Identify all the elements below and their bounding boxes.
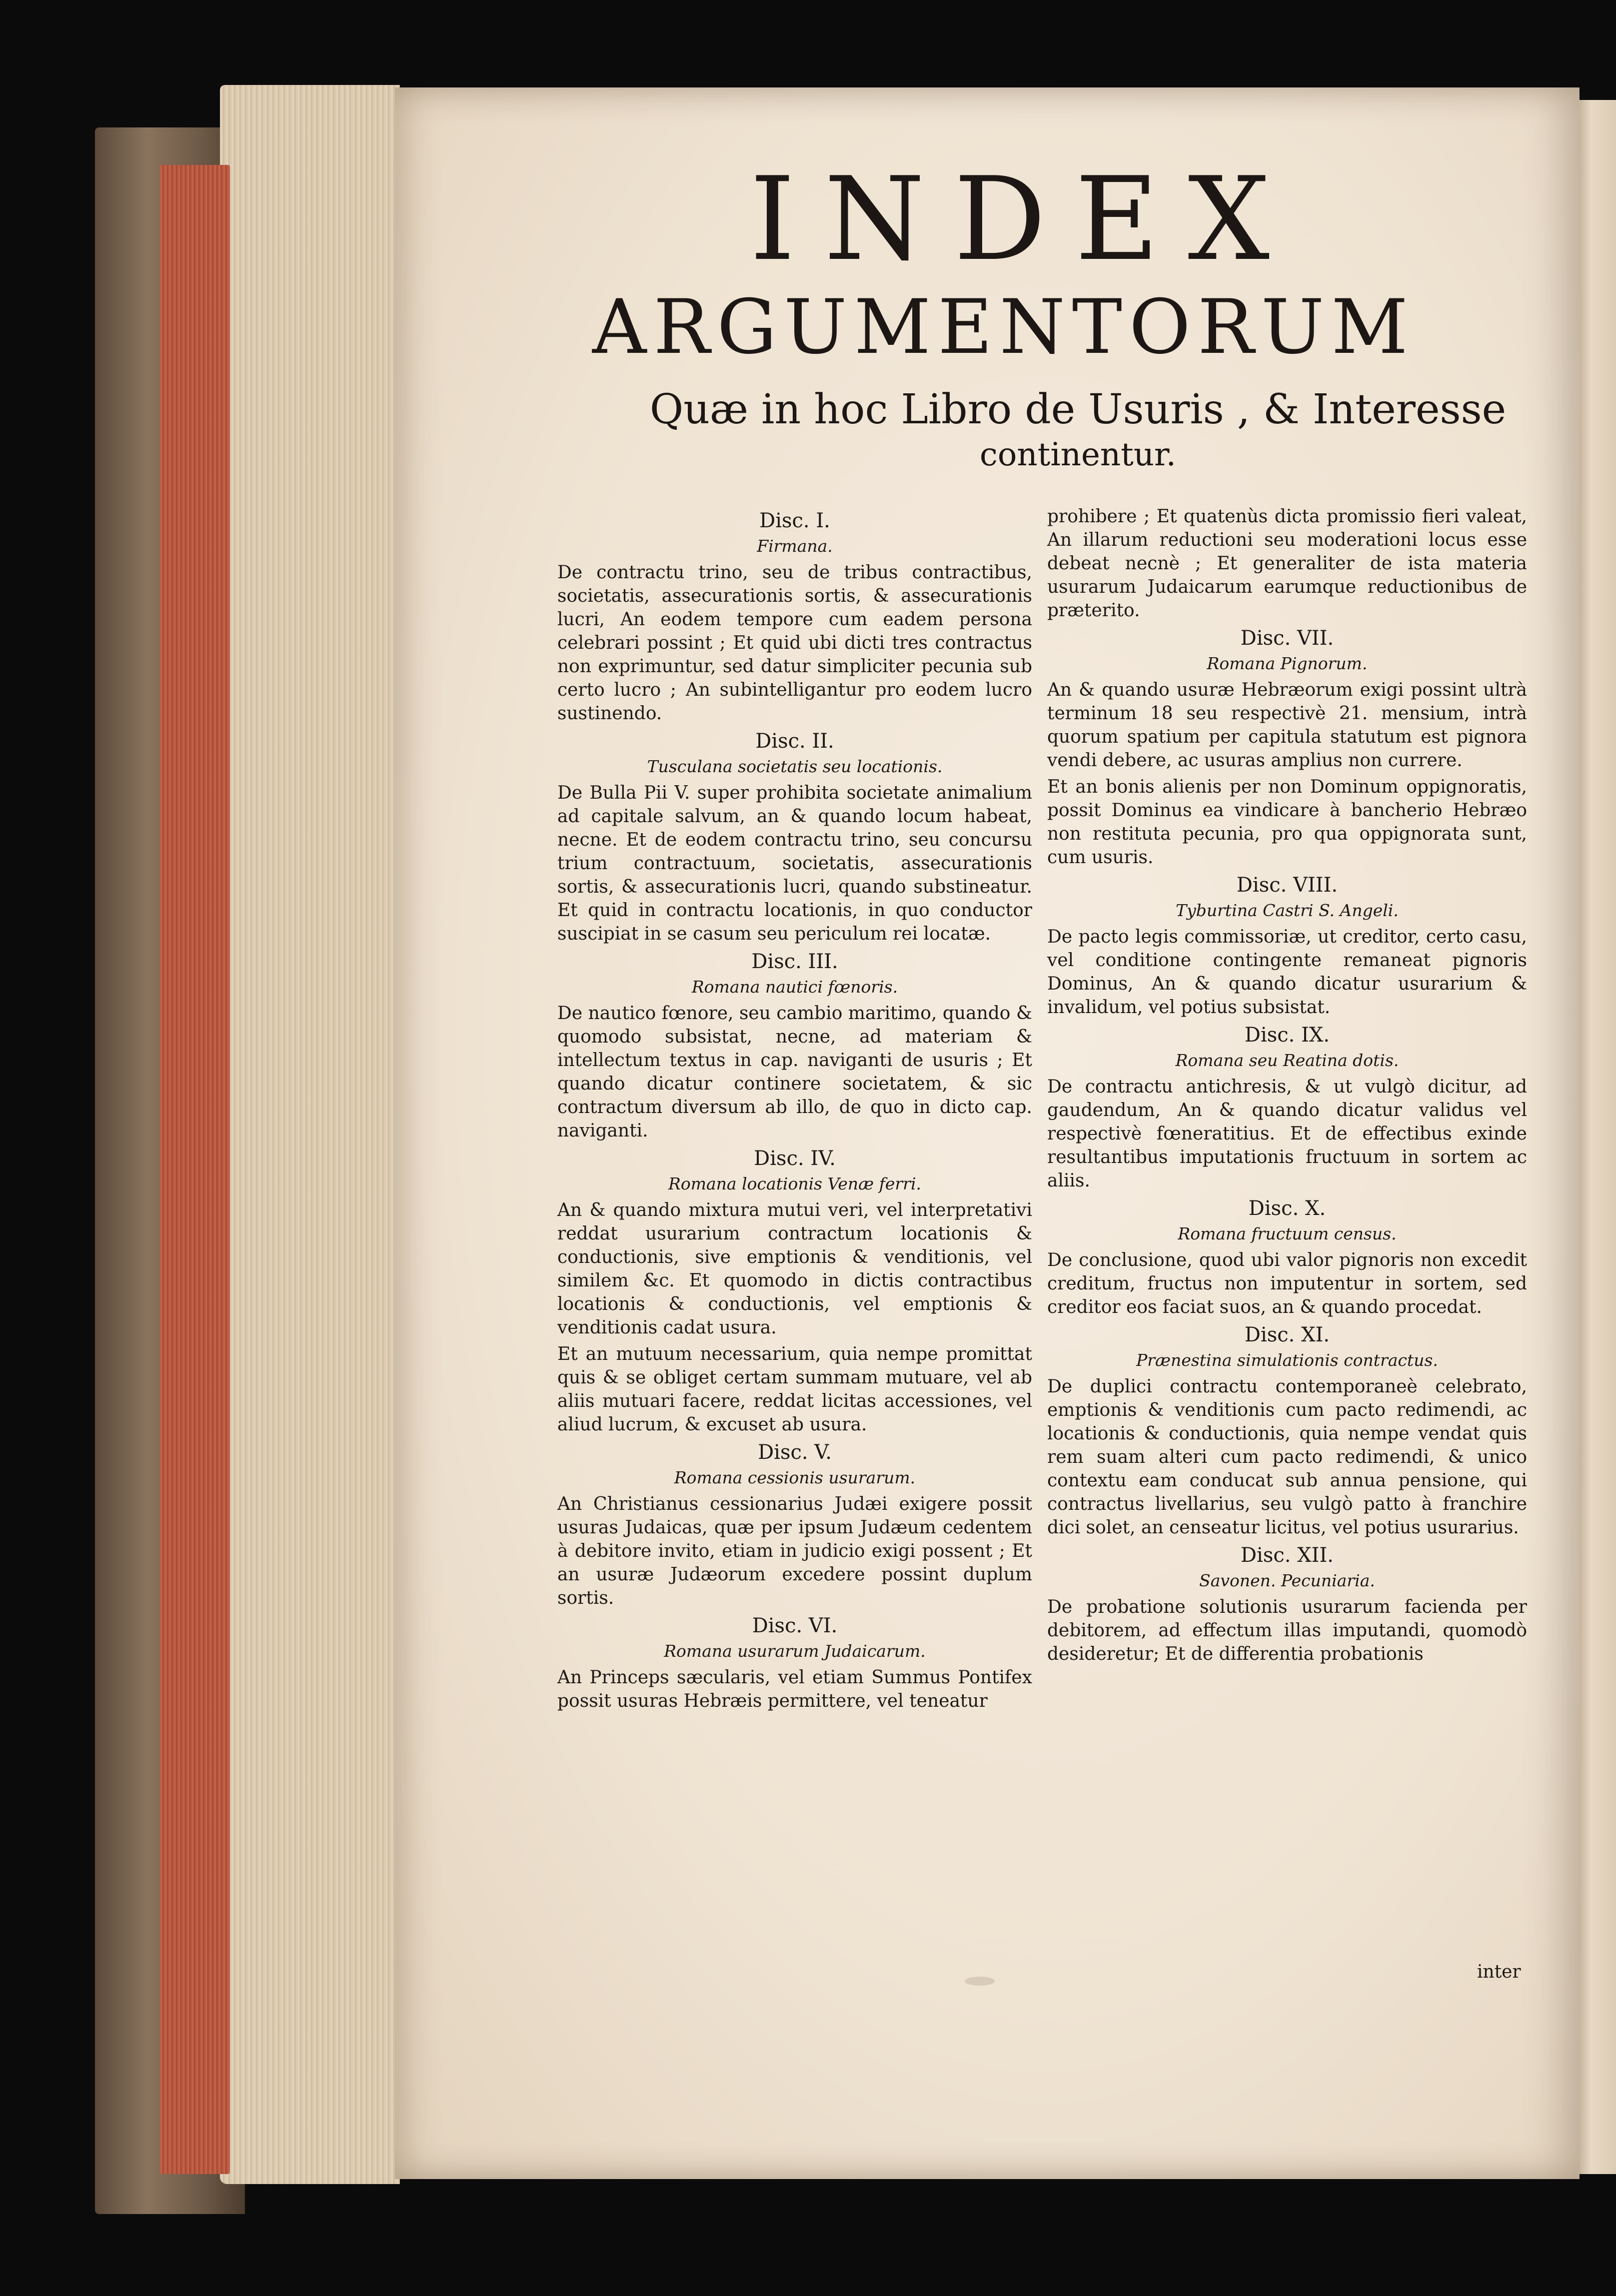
- title-argumentorum: ARGUMENTORUM: [592, 284, 1415, 371]
- entry-disc-5: [557, 1439, 1032, 1610]
- entry-heading: Disc. I.: [759, 509, 830, 532]
- entry-subtitle: Romana locationis Venæ ferri.: [668, 1174, 922, 1193]
- entry-disc-3: [557, 949, 1032, 1143]
- title-subtitle: Quæ in hoc Libro de Usuris , & Interesse: [650, 386, 1507, 433]
- entry-text: De conclusione, quod ubi valor pignoris non excedit creditum, fructus non imputentur in sortem, sed creditor eos faciat suos, an & quando procedat.: [1047, 1250, 1527, 1317]
- entry-text: De pacto legis commissoriæ, ut creditor, certo casu, vel conditione contingente remaneat pignoris Dominus, An & quando dicatur usurarium & invalidum, vel potius subsistat.: [1047, 927, 1527, 1018]
- entry-text: De probatione solutionis usurarum facienda per debitorem, ad effectum illas imputandi, quomodò desideretur; Et de differentia probationis: [1047, 1597, 1527, 1664]
- entry-heading: Disc. III.: [751, 950, 838, 973]
- entry-disc-8: [1047, 872, 1527, 1019]
- title-index: INDEX: [750, 153, 1299, 286]
- page-stack: [220, 85, 400, 2184]
- entry-heading: Disc. IX.: [1244, 1024, 1330, 1047]
- catchword: inter: [1477, 1962, 1521, 1982]
- title-continentur: continentur.: [980, 436, 1176, 473]
- entry-text: De nautico fœnore, seu cambio maritimo, quando & quomodo subsistat, necne, ad materiam & intellectum textus in cap. naviganti de usuris ; Et quando dicatur continere societatem, & sic contractum diversum ab illo, de quo in dicto cap. naviganti.: [557, 1003, 1032, 1141]
- entry-text: An Christianus cessionarius Judæi exigere possit usuras Judaicas, quæ per ipsum Judæum cedentem à debitore invito, etiam in judicio exigi possent ; Et an usuræ Judæorum excedere possint duplum sortis.: [557, 1494, 1032, 1608]
- entry-text: De Bulla Pii V. super prohibita societate animalium ad capitale salvum, an & quando locum habeat, necne. Et de eodem contractu trino, seu concursu trium contractuum, societatis, assecurationis sortis, & assecurationis lucri, quando substineatur. Et quid in contractu locationis, in quo conductor suscipiat in se casum seu periculum rei locatæ.: [557, 783, 1032, 944]
- entry-disc-12: [1047, 1542, 1527, 1666]
- entry-subtitle: Romana Pignorum.: [1207, 654, 1368, 673]
- entry-subtitle: Romana fructuum census.: [1178, 1224, 1397, 1243]
- red-page-edge: [160, 165, 230, 2174]
- left-column: [557, 505, 1032, 1716]
- entry-disc-1: [557, 508, 1032, 725]
- continuation-text: prohibere ; Et quatenùs dicta promissio fieri valeat, An illarum reductioni seu moderationi locus esse debeat necnè ; Et generaliter de ista materia usurarum Judaicarum earumque reductionibus de præterito.: [1047, 506, 1527, 621]
- entry-subtitle: Tusculana societatis seu locationis.: [647, 757, 943, 776]
- entry-heading: Disc. XII.: [1240, 1544, 1334, 1567]
- entry-heading: Disc. VII.: [1240, 627, 1334, 650]
- ink-smudge: [965, 1977, 995, 1986]
- entry-disc-11: [1047, 1322, 1527, 1539]
- entry-text: De contractu antichresis, & ut vulgò dicitur, ad gaudendum, An & quando dicatur validus vel respectivè fœneratitius. Et de effectibus exinde resultantibus imputationis fructuum in sortem ac aliis.: [1047, 1077, 1527, 1191]
- entry-subtitle: Tyburtina Castri S. Angeli.: [1176, 901, 1399, 920]
- entry-disc-9: [1047, 1022, 1527, 1192]
- entry-heading: Disc. VI.: [752, 1614, 838, 1637]
- entry-subtitle: Romana nautici fœnoris.: [691, 977, 898, 997]
- entry-text-2: Et an bonis alienis per non Dominum oppignoratis, possit Dominus ea vindicare à bancherio Hebræo non restituta pecunia, pro qua oppignorata sunt, cum usuris.: [1047, 777, 1527, 868]
- entry-text: De contractu trino, seu de tribus contractibus, societatis, assecurationis sortis, & assecurationis lucri, An eodem tempore cum eadem persona celebrari possint ; Et quid ubi dicti tres contractus non exprimuntur, sed datur simpliciter pecunia sub certo lucro ; An subintelligantur pro eodem lucro sustinendo.: [557, 562, 1032, 724]
- entry-disc-2: [557, 728, 1032, 946]
- entry-subtitle: Romana cessionis usurarum.: [674, 1468, 916, 1487]
- entry-text: An Princeps sæcularis, vel etiam Summus Pontifex possit usuras Hebræis permittere, vel teneatur: [557, 1667, 1032, 1711]
- entry-disc-7: [1047, 625, 1527, 869]
- entry-disc-4: [557, 1146, 1032, 1436]
- right-column: [1047, 505, 1527, 1669]
- entry-heading: Disc. V.: [758, 1441, 832, 1464]
- entry-disc-10: [1047, 1195, 1527, 1319]
- entry-text: An & quando usuræ Hebræorum exigi possint ultrà terminum 18 seu respectivè 21. mensium, intrà quorum spatium per capitula statutum est pignora vendi debere, ac usuras amplius non currere.: [1047, 680, 1527, 771]
- entry-subtitle: Firmana.: [757, 536, 833, 556]
- entry-text-2: Et an mutuum necessarium, quia nempe promittat quis & se obliget certam summam mutuare, vel ab aliis mutuari facere, reddat licitas accessiones, vel aliud lucrum, & excuset ab usura.: [557, 1344, 1032, 1435]
- facing-page-edge: [1575, 100, 1616, 2174]
- entry-subtitle: Romana usurarum Judaicarum.: [664, 1641, 926, 1661]
- entry-heading: Disc. II.: [755, 730, 834, 753]
- entry-subtitle: Romana seu Reatina dotis.: [1175, 1051, 1399, 1070]
- entry-subtitle: Savonen. Pecuniaria.: [1199, 1571, 1375, 1590]
- entry-text: De duplici contractu contemporaneè celebrato, emptionis & venditionis cum pacto redimendi, ac locationis & conductionis, quia nempe vendat quis rem suam alteri cum pacto redimendi, & unico contextu eam conducat sub annua pensione, qui contractus livellarius, seu vulgò patto à franchire dici solet, an censeatur licitus, vel potius usurarius.: [1047, 1376, 1527, 1538]
- entry-heading: Disc. IV.: [754, 1147, 836, 1170]
- entry-heading: Disc. X.: [1248, 1197, 1326, 1220]
- entry-heading: Disc. XI.: [1244, 1323, 1330, 1346]
- entry-heading: Disc. VIII.: [1236, 874, 1338, 897]
- entry-text: An & quando mixtura mutui veri, vel interpretativi reddat usurarium contractum locationis & conductionis, sive emptionis & venditionis, vel similem &c. Et quomodo in dictis contractibus locationis & conductionis, vel emptionis & venditionis cadat usura.: [557, 1200, 1032, 1338]
- entry-disc-6: [557, 1613, 1032, 1713]
- entry-subtitle: Prænestina simulationis contractus.: [1136, 1350, 1438, 1370]
